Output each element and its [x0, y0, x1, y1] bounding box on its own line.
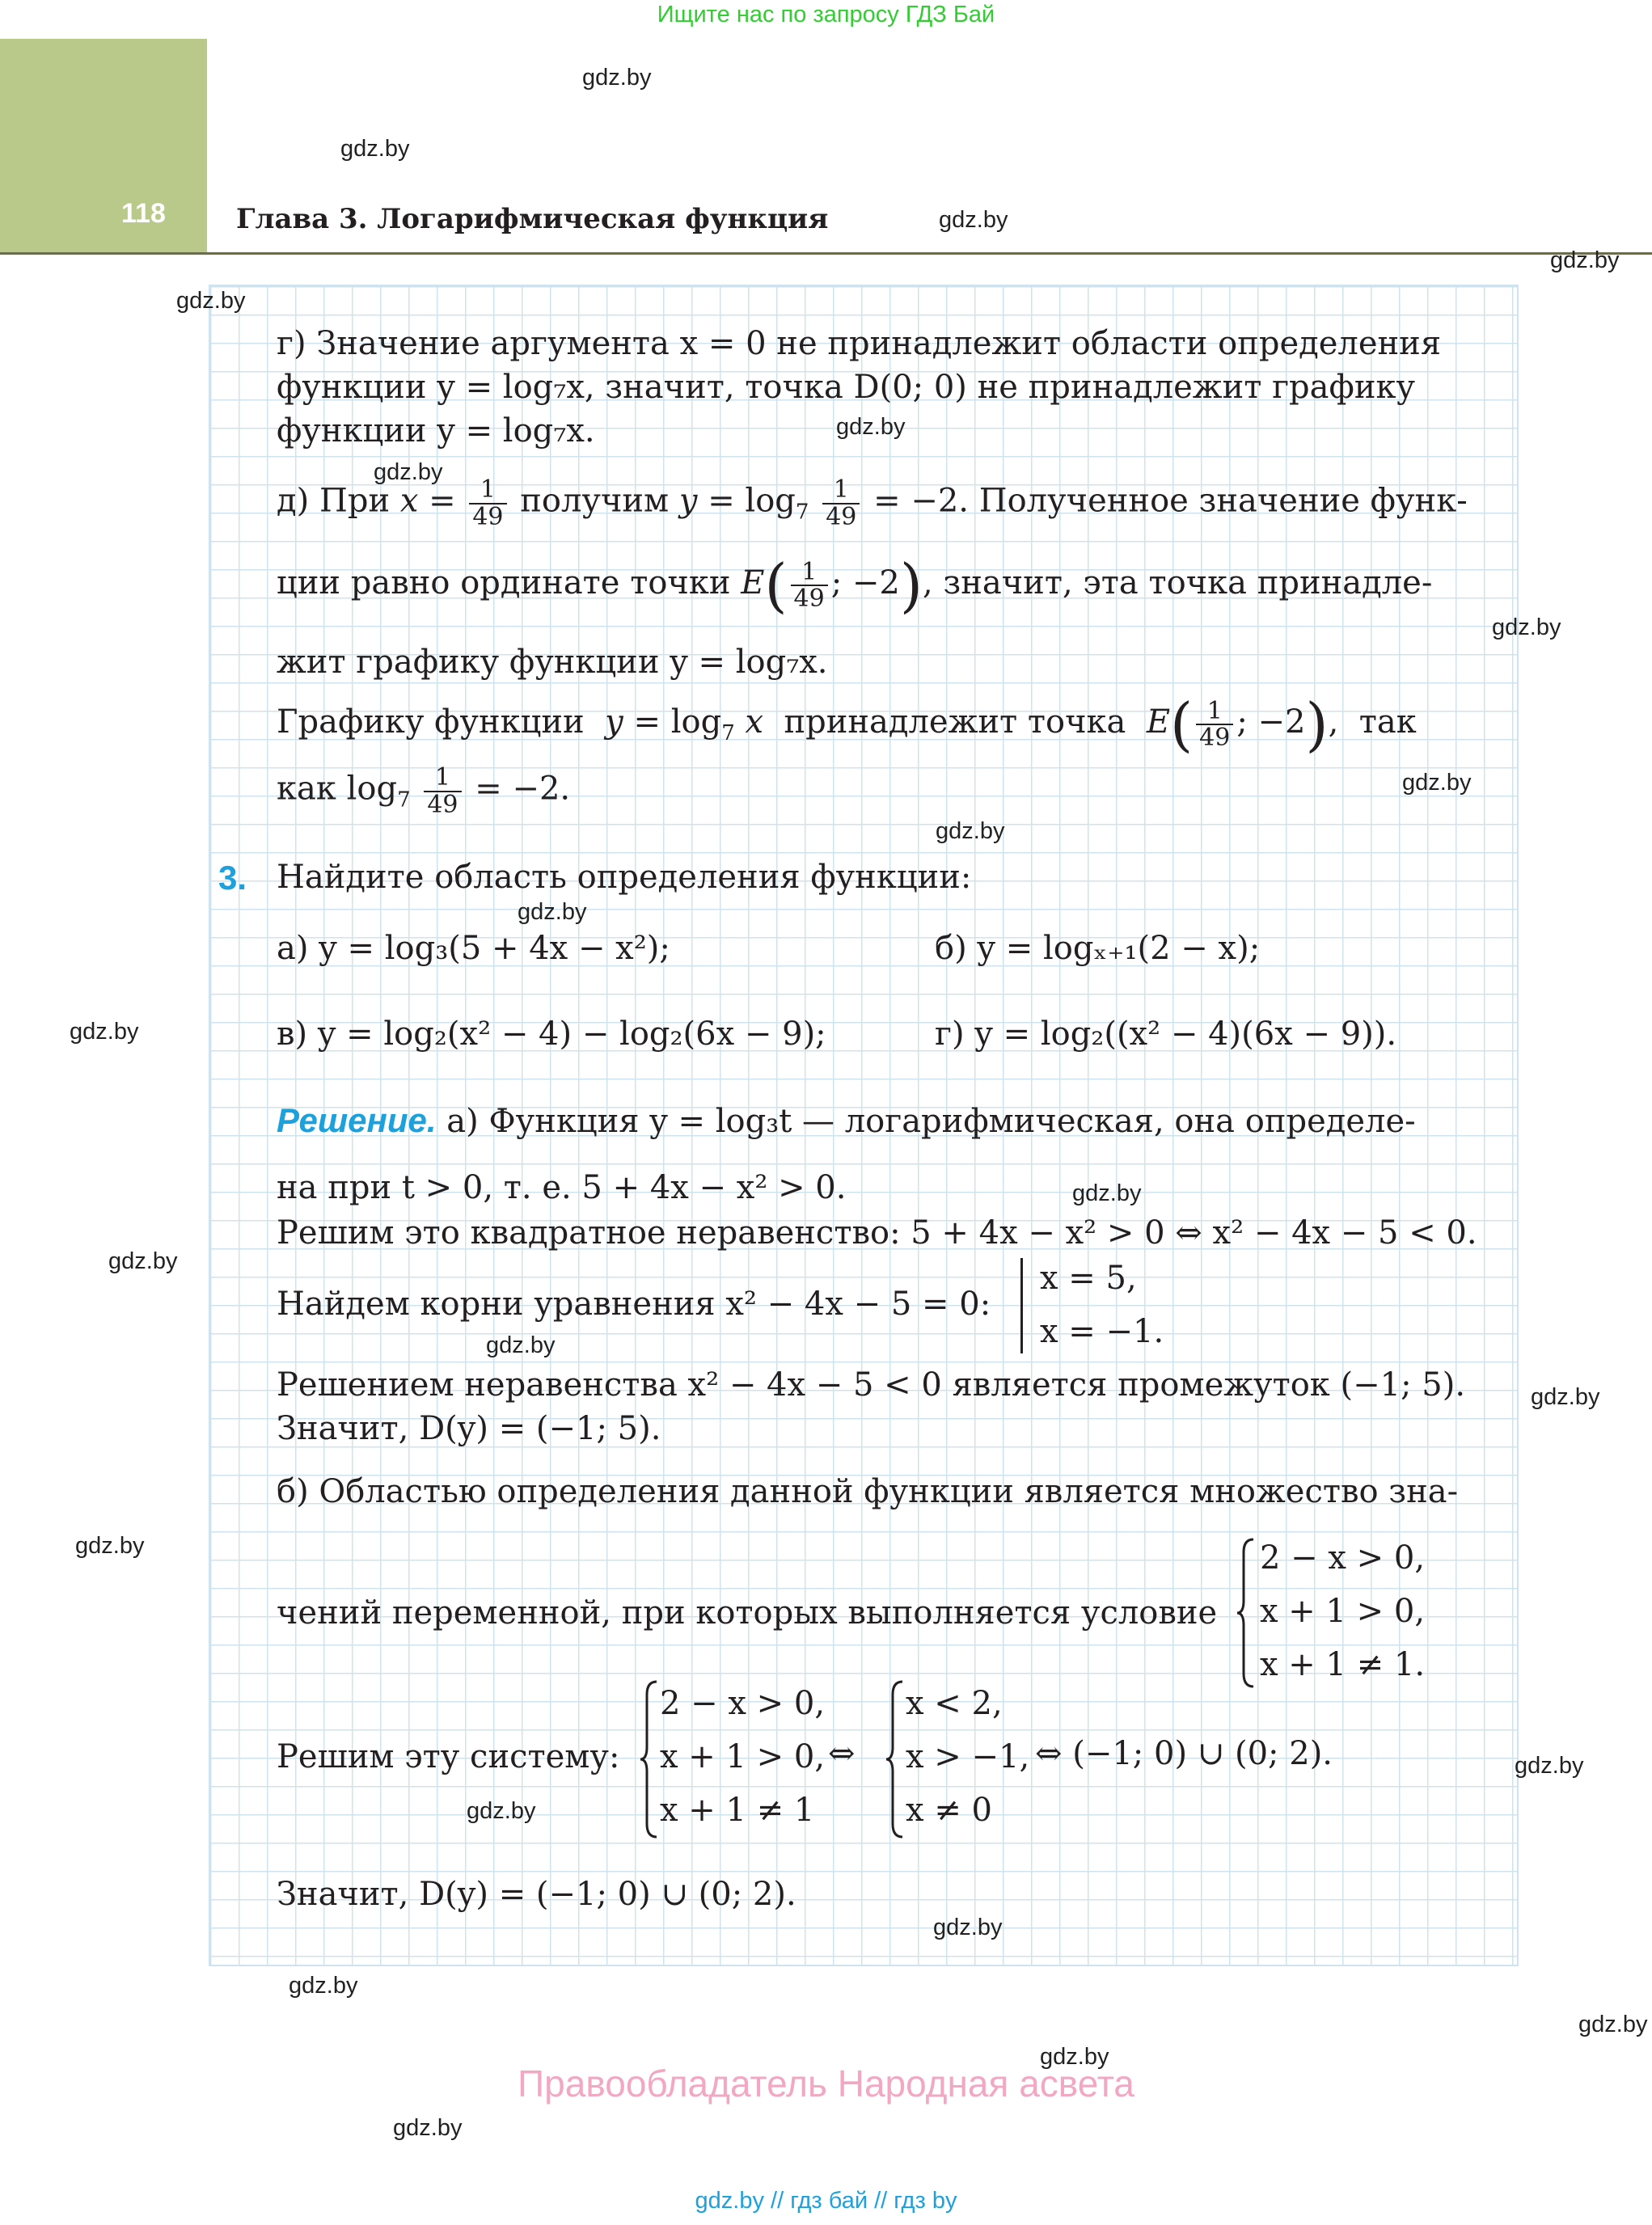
system-result: ⇔ (−1; 0) ∪ (0; 2). [1035, 1735, 1333, 1772]
formula-line: Графику функции $y = \log_7 x$ принадлежит точка E( $\frac{1}{49}$ ; −2), так [277, 690, 1417, 758]
text-fragment: Графику функции [277, 703, 585, 741]
system-2: x < 2, x > −1, x ≠ 0 [906, 1685, 1030, 1829]
watermark: gdz.by [75, 1533, 145, 1559]
page-number: 118 [121, 198, 166, 229]
task-statement: Найдите область определения функции: [277, 859, 972, 896]
formula-line: ции равно ординате точки E( $\frac{1}{49}$ ; −2), значит, эта точка принадле- [277, 551, 1433, 619]
header-divider [0, 252, 1652, 255]
solution-line: Значит, D(y) = (−1; 5). [277, 1410, 661, 1447]
watermark: gdz.by [467, 1798, 536, 1824]
text-fragment: ции равно ординате точки [277, 564, 731, 602]
watermark: gdz.by [393, 2115, 463, 2141]
condition-system: 2 − x > 0, x + 1 > 0, x + 1 ≠ 1. [1260, 1539, 1426, 1683]
watermark: gdz.by [289, 1973, 358, 1999]
fraction: $\frac{1}{49}$ [469, 477, 506, 530]
formula-line: как $\log_7$ $\frac{1}{49}$ = −2. [277, 763, 571, 819]
solution-line: Решим эту систему: [277, 1738, 620, 1775]
text-fragment: = −2. Полученное значение функ- [873, 482, 1468, 520]
top-search-hint[interactable]: Ищите нас по запросу ГДЗ Бай [657, 2, 995, 27]
task-item-a: а) y = log₃(5 + 4x − x²); [277, 930, 670, 967]
watermark: gdz.by [108, 1248, 178, 1274]
page-number-tab [0, 39, 207, 253]
system-1: 2 − x > 0, x + 1 > 0, x + 1 ≠ 1 [660, 1685, 826, 1829]
watermark: gdz.by [176, 288, 246, 314]
task-number: 3. [218, 859, 247, 897]
text-line: жит графику функции y = log₇x. [277, 644, 828, 681]
watermark: gdz.by [1578, 2012, 1648, 2037]
text-fragment: получим [520, 482, 670, 520]
text-fragment: д) При [277, 482, 391, 520]
text-fragment: значит, эта точка принадле- [943, 564, 1433, 602]
watermark: gdz.by [933, 1915, 1003, 1940]
solution-label: Решение. [277, 1101, 437, 1139]
copyright-notice: Правообладатель Народная асвета [518, 2062, 1134, 2105]
watermark: gdz.by [374, 459, 443, 485]
watermark: gdz.by [518, 899, 587, 925]
solution-line: чений переменной, при которых выполняется условие [277, 1594, 1218, 1632]
text-fragment: как [277, 770, 336, 808]
solution-line: Решением неравенства x² − 4x − 5 < 0 является промежуток (−1; 5). [277, 1366, 1466, 1404]
fraction: $\frac{1}{49}$ [1196, 699, 1233, 751]
watermark: gdz.by [1550, 247, 1620, 273]
text-line: функции y = log₇x. [277, 412, 595, 450]
watermark: gdz.by [1402, 770, 1472, 796]
watermark: gdz.by [1531, 1384, 1600, 1410]
watermark: gdz.by [1072, 1180, 1142, 1206]
text-fragment: принадлежит точка [784, 703, 1126, 741]
text-fragment: а) Функция y = log₃t — логарифмическая, она определе- [446, 1103, 1416, 1140]
system-brace [1236, 1536, 1260, 1690]
roots-system: x = 5, x = −1. [1040, 1260, 1164, 1350]
solution-line: Значит, D(y) = (−1; 0) ∪ (0; 2). [277, 1876, 796, 1913]
solution-line: Найдем корни уравнения x² − 4x − 5 = 0: [277, 1286, 991, 1323]
text-line: функции y = log₇x, значит, точка D(0; 0) не принадлежит графику [277, 369, 1416, 406]
solution-line: Решим это квадратное неравенство: 5 + 4x − x² > 0 ⇔ x² − 4x − 5 < 0. [277, 1214, 1477, 1252]
fraction: $\frac{1}{49}$ [822, 477, 860, 530]
text-fragment: так [1358, 703, 1417, 741]
solution-line [277, 1101, 1416, 1140]
task-item-v: в) y = log₂(x² − 4) − log₂(6x − 9); [277, 1015, 826, 1053]
watermark: gdz.by [1492, 614, 1561, 640]
watermark: gdz.by [1515, 1753, 1584, 1779]
watermark: gdz.by [486, 1332, 556, 1358]
solution-line: б) Областью определения данной функции является множество зна- [277, 1473, 1459, 1510]
watermark: gdz.by [939, 207, 1008, 233]
watermark: gdz.by [1040, 2044, 1109, 2070]
footer-links[interactable]: gdz.by // гдз бай // гдз by [695, 2188, 957, 2214]
chapter-title: Глава 3. Логарифмическая функция [236, 203, 829, 235]
text-fragment: = −2. [475, 770, 571, 808]
text-line: г) Значение аргумента x = 0 не принадлежит области определения [277, 325, 1442, 362]
task-item-g: г) y = log₂((x² − 4)(6x − 9)). [935, 1015, 1397, 1053]
watermark: gdz.by [936, 818, 1005, 844]
watermark: gdz.by [582, 65, 652, 91]
formula-line: д) При x = $\frac{1}{49}$ получим $y = \log_7$ $\frac{1}{49}$ = −2. Полученное значение функ- [277, 475, 1468, 531]
watermark: gdz.by [70, 1019, 139, 1045]
watermark: gdz.by [836, 414, 906, 440]
solution-line: на при t > 0, т. е. 5 + 4x − x² > 0. [277, 1169, 847, 1206]
fraction: $\frac{1}{49}$ [791, 559, 828, 612]
roots-bracket [1020, 1258, 1028, 1353]
equivalence-sign: ⇔ [828, 1735, 856, 1772]
fraction: $\frac{1}{49}$ [424, 765, 461, 817]
watermark: gdz.by [340, 136, 410, 162]
task-item-b: б) y = logₓ₊₁(2 − x); [935, 930, 1261, 967]
